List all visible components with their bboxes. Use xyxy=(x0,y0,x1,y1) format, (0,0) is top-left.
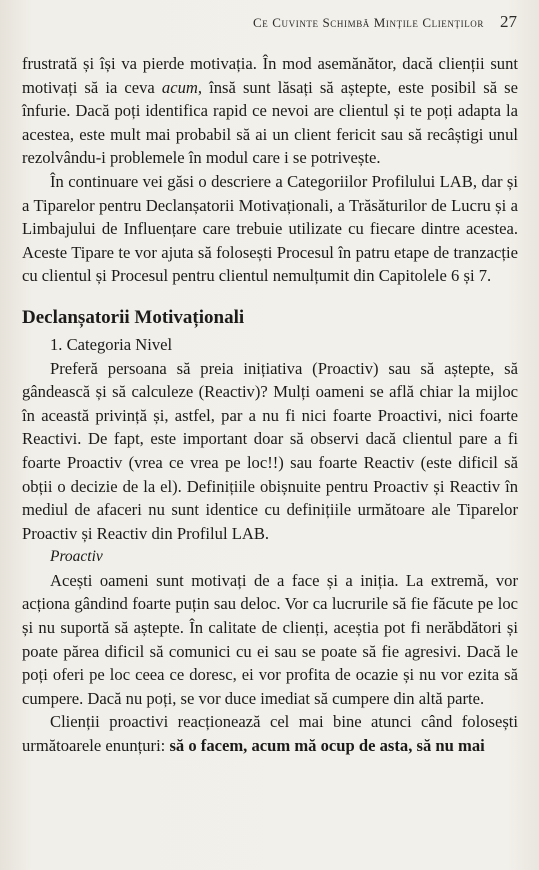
body-text xyxy=(22,52,518,758)
paragraph-2: În continuare vei găsi o descriere a Categoriilor Profilului LAB, dar și a Tiparelor pentru Declanșatorii Motivaționali, a Trăsăturilor de Lucru și a Limbajului de Influențare care trebuie utilizate cu fiecare dintre acestea. Aceste Tipare te vor ajuta să folosești Procesul în patru etape de tranzacție cu clientul și Procesul pentru clientul nemulțumit din Capitolele 6 și 7. xyxy=(22,171,518,286)
paragraph-3: Preferă persoana să preia inițiativa (Proactiv) sau să aștepte, să gândească și să calculeze (Reactiv)? Mulți oameni se află chiar la mijloc în această privință și, astfel, par a nu fi nici foarte Proactivi, nici foarte Reactivi. De fapt, este important doar să observi dacă clientul pare a fi foarte Proactiv (vrea ce vrea pe loc!!) sau foarte Reactiv (este dificil să obții o decizie de la el). Definițiile obișnuite pentru Proactiv și Reactiv în mediul de afaceri nu sunt identice cu definițiile următoare ale Tiparelor Proactiv și Reactiv din Profilul LAB. xyxy=(22,358,518,543)
section-heading: Declanșatorii Motivaționali xyxy=(22,306,245,328)
paragraph-5-part-a: Clienții proactivi reacționează cel mai bine atunci când folosești următoarele enunțuri: xyxy=(22,712,518,756)
paragraph-1 xyxy=(22,52,518,170)
paragraph-1-part-b: , însă sunt lăsați să aștepte, este posibil să se înfurie. Dacă poți identifica rapid ce nevoi are clientul și te poți adapta la acestea, este mult mai probabil să ai un client fericit sau să recâștigi unul rezolvându-i problemele în modul care i se potrivește. xyxy=(22,77,518,168)
paragraph-1-part-a: frustrată și își va pierde motivația. În mod asemănător, dacă clienții sunt motivați să ia ceva xyxy=(22,54,518,97)
paragraph-5 xyxy=(22,710,518,757)
paragraph-4: Acești oameni sunt motivați de a face și a iniția. La extremă, vor acționa gândind foarte puțin sau deloc. Vor ca lucrurile să fie făcute pe loc și nu suportă să aștepte. În calitate de clienți, aceștia pot fi nerăbdători și poate părea dificil să comunici cu ei sau se poate să fie agresivi. Dacă le poți oferi pe loc ceea ce doresc, ei vor profita de ocazie și nu vor ezita să cumpere. Dacă nu poți, se vor duce imediat să cumpere din altă parte. xyxy=(22,570,518,708)
sub-subheading: Proactiv xyxy=(50,548,103,566)
subheading: 1. Categoria Nivel xyxy=(50,334,173,354)
paragraph-5-bold: să o facem, acum mă ocup de asta, să nu mai xyxy=(169,736,485,756)
paragraph-1-emphasis: acum xyxy=(161,77,198,97)
running-title: Ce Cuvinte Schimbă Mințile Clienților xyxy=(253,15,484,30)
running-header xyxy=(253,12,517,32)
page-number: 27 xyxy=(500,12,517,31)
